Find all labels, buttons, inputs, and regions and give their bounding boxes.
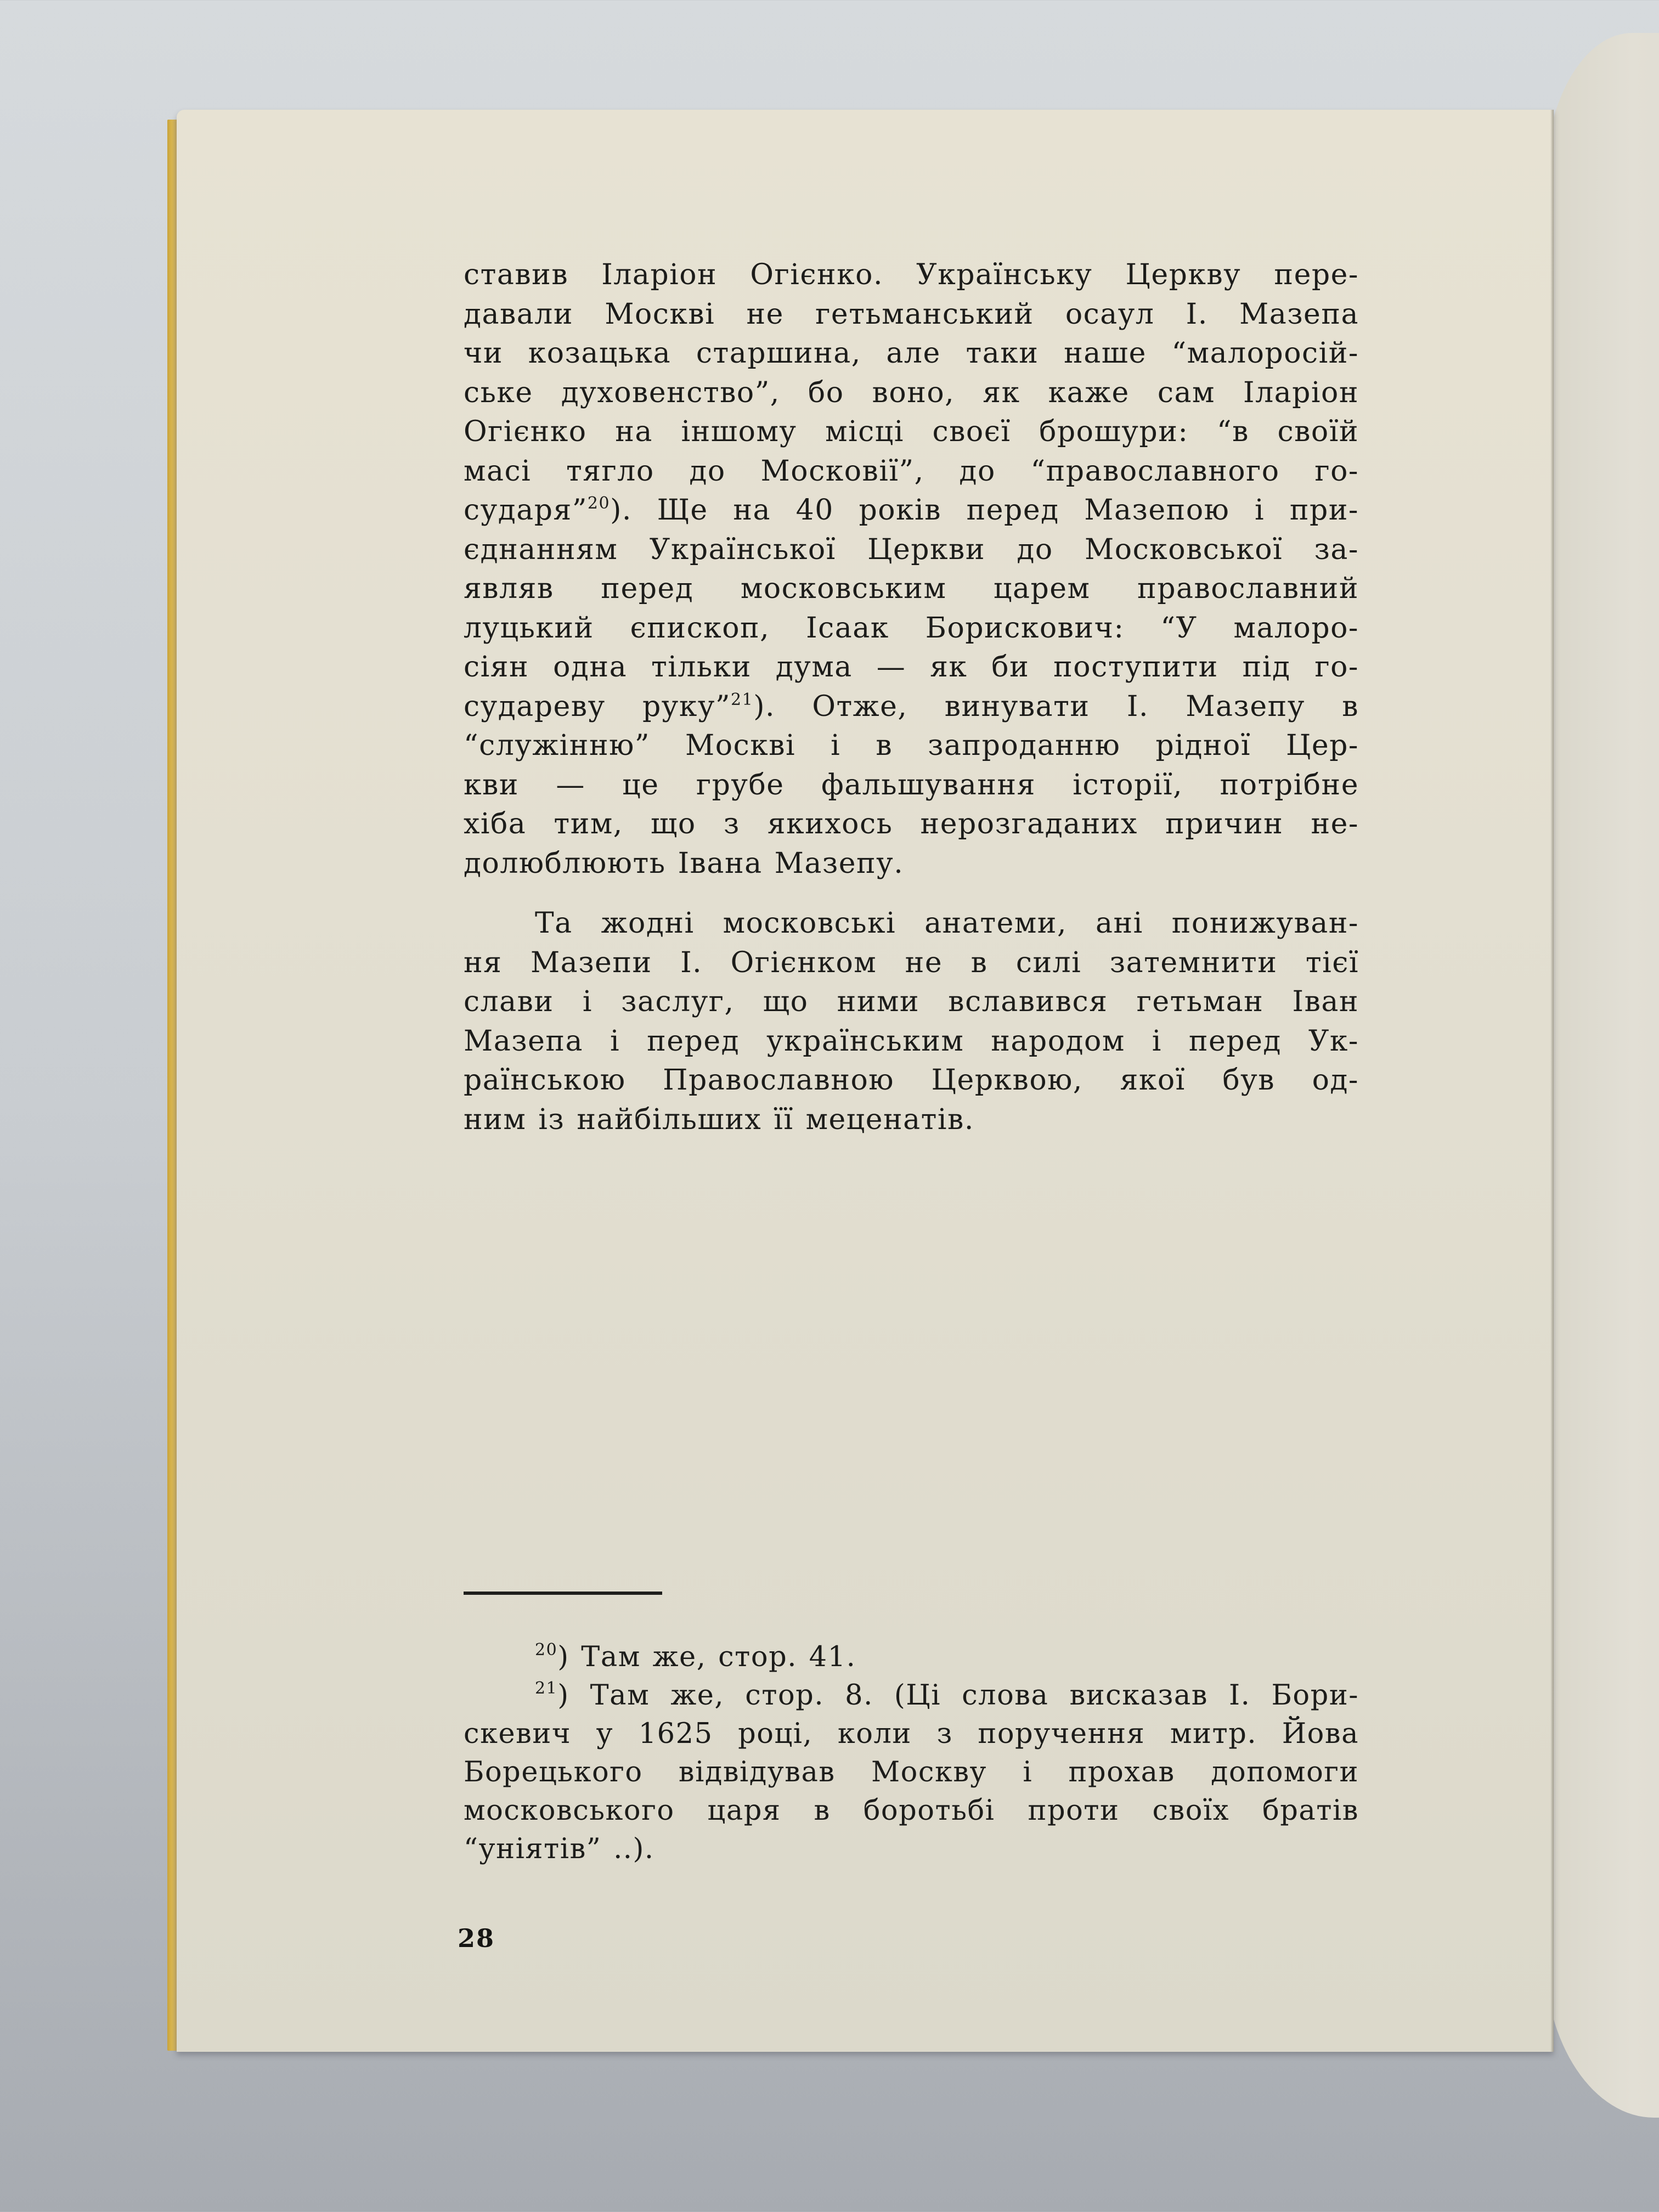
text-line: ставив Іларіон Огієнко. Українську Церкву пере-	[464, 258, 1359, 291]
text-line: являв перед московським царем православний	[464, 572, 1359, 605]
text-line: Та жодні московські анатеми, ані понижуван-	[535, 907, 1359, 940]
text-line: слави і заслуг, що ними вславився гетьман Іван	[464, 985, 1359, 1018]
text-line: хіба тим, що з якихось нерозгаданих причин не-	[464, 808, 1359, 840]
footnote	[464, 1677, 1359, 1869]
footnote-line: $^{21}$) Там же, стор. 8. (Ці слова висказав І. Бори-	[535, 1679, 1359, 1712]
next-page-edge	[1544, 33, 1659, 2118]
text-line: “служінню” Москві і в запроданню рідної Цер-	[464, 729, 1359, 762]
book-page	[177, 110, 1554, 2052]
text-line: Огієнко на іншому місці своєї брошури: “в своїй	[464, 415, 1359, 448]
text-line: кви — це грубе фальшування історії, потрібне	[464, 768, 1359, 802]
text-line: масі тягло до Московії”, до “православного го-	[464, 454, 1359, 488]
footnote-line: $^{20}$) Там же, стор. 41.	[535, 1640, 856, 1673]
footnote-marker: 21	[535, 1679, 558, 1698]
text-line: долюблюють Івана Мазепу.	[464, 847, 904, 880]
text-line: луцький єпископ, Ісаак Борискович: “У малоро-	[464, 611, 1359, 645]
footnote-line: Борецького відвідував Москву і прохав допомоги	[464, 1756, 1359, 1788]
footnote-line: “уніятів” ..).	[464, 1833, 654, 1865]
text-line: сударeву руку”$^{21}$). Отже, винувати І. Мазепу в	[464, 690, 1359, 723]
body-text	[464, 256, 1359, 1139]
footnote-marker: 20	[535, 1640, 558, 1660]
text-line: сіян одна тільки дума — як би поступити під го-	[464, 651, 1359, 684]
footnote-line: скевич у 1625 році, коли з поручення митр. Йова	[464, 1718, 1359, 1750]
text-line: раїнською Православною Церквою, якої був од-	[464, 1064, 1359, 1097]
text-line: єднанням Української Церкви до Московської за-	[464, 533, 1359, 566]
footnote-ref: 21	[731, 690, 754, 709]
footnote-ref: 20	[587, 494, 611, 513]
text-line: ня Мазепи І. Огієнком не в силі затемнити тієї	[464, 946, 1359, 979]
text-line: ське духовенство”, бо воно, як каже сам Іларіон	[464, 376, 1359, 409]
paragraph	[464, 904, 1359, 1139]
footnote-separator	[464, 1592, 662, 1595]
paragraph	[464, 256, 1359, 883]
footnote-line: московського царя в боротьбі проти своїх братів	[464, 1795, 1359, 1827]
text-line: ним із найбільших її меценатів.	[464, 1103, 974, 1136]
text-line: чи козацька старшина, але таки наше “малоросій-	[464, 337, 1359, 370]
text-line: давали Москві не гетьманський осаул І. Мазепа	[464, 297, 1359, 331]
footnote	[464, 1638, 1359, 1677]
page-number: 28	[458, 1923, 495, 1953]
footnotes	[464, 1638, 1359, 1869]
text-line: сударя”$^{20}$). Ще на 40 років перед Мазепою і при-	[464, 494, 1359, 527]
text-line: Мазепа і перед українським народом і перед Ук-	[464, 1024, 1359, 1058]
